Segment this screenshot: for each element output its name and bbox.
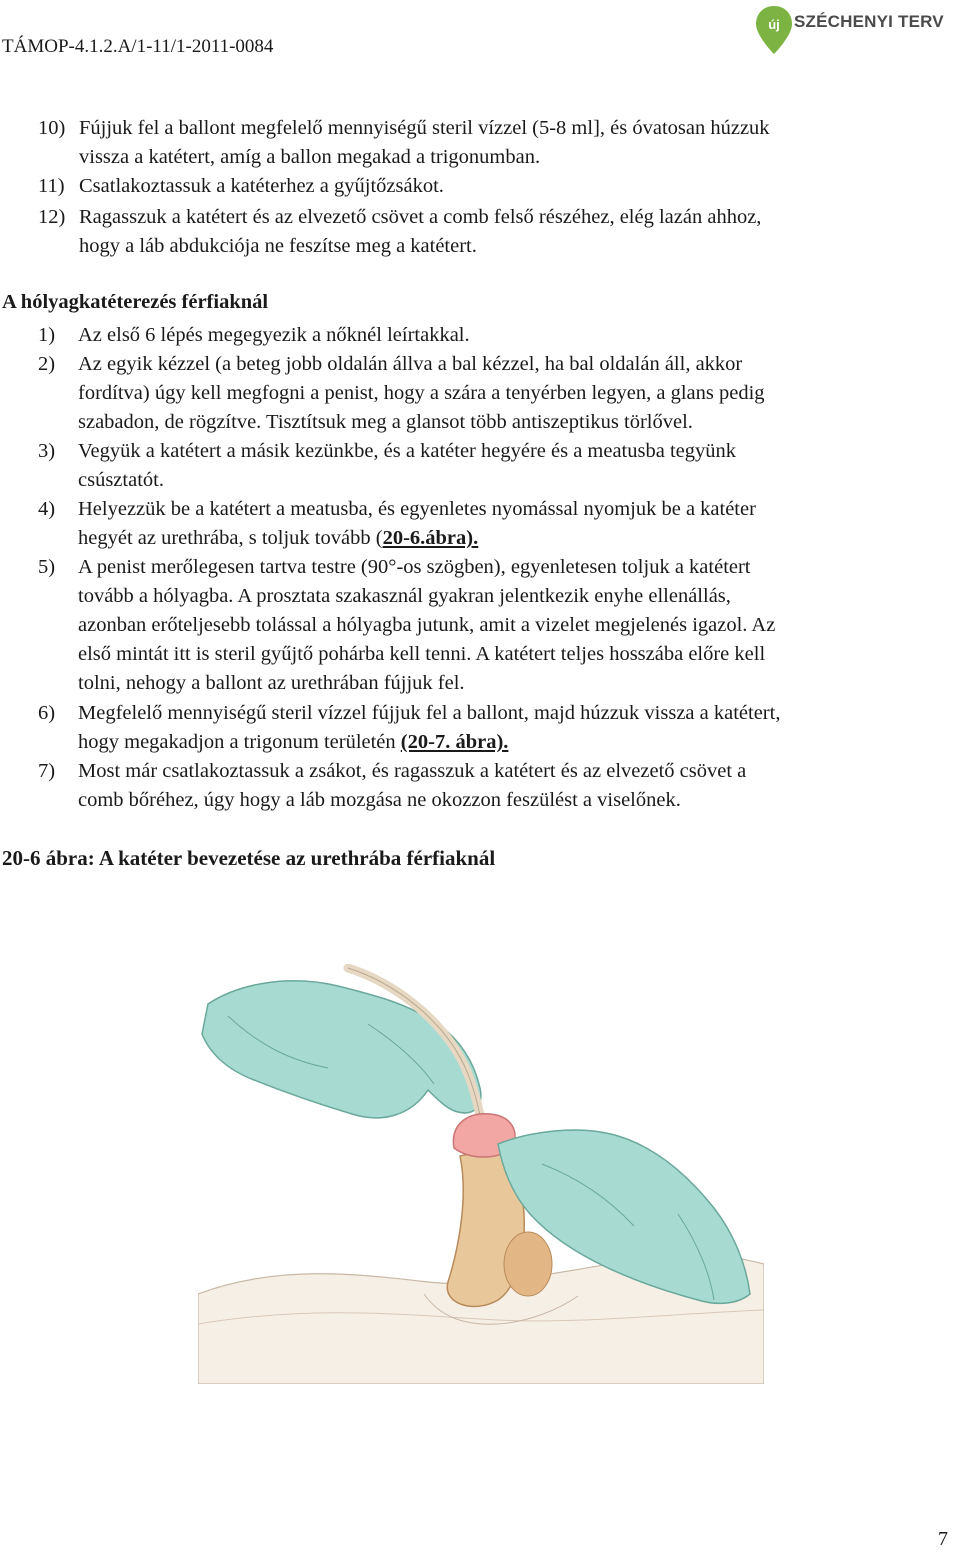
item-text: Megfelelő mennyiségű steril vízzel fújjuk fel a ballont, majd húzzuk vissza a katétert,	[78, 702, 781, 724]
item-text: Csatlakoztassuk a katéterhez a gyűjtőzsákot.	[79, 175, 444, 197]
item-text: csúsztatót.	[78, 469, 164, 491]
figure-caption: 20-6 ábra: A katéter bevezetése az urethrába férfiaknál	[2, 846, 496, 870]
item-text-part: hogy megakadjon a trigonum területén	[78, 731, 401, 753]
item-text: vissza a katétert, amíg a ballon megakad a trigonumban.	[79, 146, 541, 168]
item-text	[78, 524, 478, 553]
item-number: 2)	[38, 353, 56, 375]
item-text: tovább a hólyagba. A prosztata szakasznál gyakran jelentkezik enyhe ellenállás,	[78, 585, 731, 607]
item-text: comb bőréhez, úgy hogy a láb mozgása ne okozzon feszülést a viselőnek.	[78, 789, 681, 811]
szechenyi-terv-logo	[754, 4, 954, 56]
logo-pin-icon	[754, 4, 794, 56]
item-text: A penist merőlegesen tartva testre (90°-os szögben), egyenletesen toljuk a katétert	[78, 556, 751, 578]
illustration-image	[198, 964, 764, 1384]
item-number: 4)	[38, 498, 56, 520]
item-text: Most már csatlakoztassuk a zsákot, és ragasszuk a katétert és az elvezető csövet a	[78, 760, 747, 782]
item-text: fordítva) úgy kell megfogni a penist, hogy a szára a tenyérben legyen, a glans pedig	[78, 382, 765, 404]
item-number: 3)	[38, 440, 56, 462]
page-number: 7	[938, 1528, 948, 1550]
item-number: 6)	[38, 702, 56, 724]
svg-text:új: új	[768, 17, 780, 32]
item-text: azonban erőteljesebb tolással a hólyagba jutunk, amit a vizelet megjelenés igazol. Az	[78, 614, 776, 636]
item-text: tolni, nehogy a ballont az urethrában fújjuk fel.	[78, 672, 465, 694]
figure-reference-link[interactable]: 20-6.ábra).	[382, 527, 479, 549]
item-text: hogy a láb abdukciója ne feszítse meg a katétert.	[79, 235, 477, 257]
item-text: Az első 6 lépés megegyezik a nőknél leírtakkal.	[78, 324, 470, 346]
item-number: 11)	[38, 175, 65, 197]
item-text-part: hegyét az urethrába, s toljuk tovább (	[78, 527, 383, 549]
logo-text: SZÉCHENYI TERV	[794, 12, 944, 31]
item-text	[78, 728, 508, 757]
figure-reference-link[interactable]: (20-7. ábra).	[400, 731, 509, 753]
item-number: 10)	[38, 117, 66, 139]
item-number: 1)	[38, 324, 56, 346]
section-heading: A hólyagkatéterezés férfiaknál	[2, 291, 269, 313]
item-text: szabadon, de rögzítve. Tisztítsuk meg a glansot több antiszeptikus törlővel.	[78, 411, 693, 433]
item-text: Az egyik kézzel (a beteg jobb oldalán állva a bal kézzel, ha bal oldalán áll, akkor	[78, 353, 743, 375]
item-number: 7)	[38, 760, 56, 782]
item-text: Helyezzük be a katétert a meatusba, és egyenletes nyomással nyomjuk be a katéter	[78, 498, 756, 520]
item-text: Fújjuk fel a ballont megfelelő mennyiségű steril vízzel (5-8 ml], és óvatosan húzzuk	[79, 117, 770, 139]
document-code: TÁMOP-4.1.2.A/1-11/1-2011-0084	[2, 36, 274, 57]
item-text: első mintát itt is steril gyűjtő pohárba kell tenni. A katétert teljes hosszába előre kell	[78, 643, 766, 665]
item-number: 12)	[38, 206, 66, 228]
catheter-insertion-illustration	[198, 964, 764, 1384]
item-number: 5)	[38, 556, 56, 578]
item-text: Vegyük a katétert a másik kezünkbe, és a katéter hegyére és a meatusba tegyünk	[78, 440, 737, 462]
item-text: Ragasszuk a katétert és az elvezető csövet a comb felső részéhez, elég lazán ahhoz,	[79, 206, 762, 228]
